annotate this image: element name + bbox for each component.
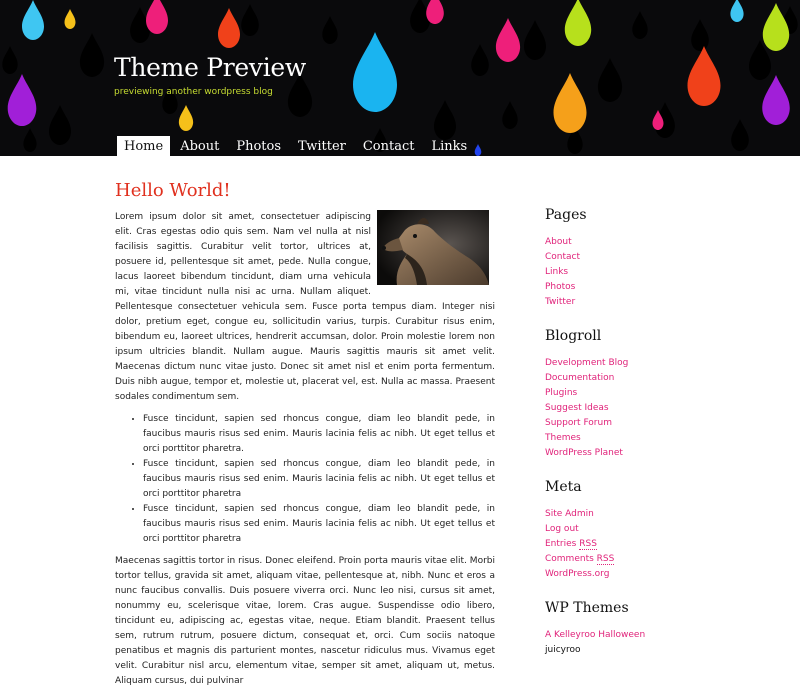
sidebar-link-contact[interactable]: Contact bbox=[545, 252, 581, 262]
blogroll-link[interactable]: Plugins bbox=[545, 388, 578, 398]
comments-label: Comments bbox=[545, 554, 594, 564]
list-item: • Fusce tincidunt, sapien sed rhoncus congue, diam leo blandit pede, in faucibus mauris risus sed enim. Mauris lacinia felis ac nibh. Ut eget tellus et orci porttitor pharetra bbox=[143, 457, 495, 502]
pages-widget bbox=[545, 207, 745, 310]
blogroll-link[interactable]: Suggest Ideas bbox=[545, 403, 609, 413]
nav-home[interactable]: Home bbox=[117, 136, 170, 156]
blogroll-link[interactable]: Documentation bbox=[545, 373, 615, 383]
post-paragraph-1: Lorem ipsum dolor sit amet, consectetuer adipiscing elit. Cras egestas odio quis sem. Nam vel nulla at nisl facilisis sagittis. Curabitur velit tortor, ultrices at, posuere id, pellentesque sit amet, pede. Nulla congue, lacus laoreet bibendum tincidunt, diam urna vehicula mi, vitae tincidunt nulla nisi ac urna. Nullam aliquet. Pellentesque consectetuer vehicula sem. Fusce porta tempus diam. Integer nisi dolor, pretium eget, congue eu, sollicitudin varius, turpis. Curabitur risus enim, bibendum eu, laoreet ultrices, hendrerit accumsan, dolor. Proin molestie lorem non ipsum ultricies blandit. Nullam augue. Mauris sagittis mauris sit amet velit. Maecenas dictum nunc vitae justo. Donec sit amet nisl et enim porta fermentum. Duis nibh augue, tempor et, molestie ut, placerat vel, est. Nulla ac massa. Praesent sodales condimentum sem. bbox=[115, 212, 495, 402]
logout-link[interactable]: Log out bbox=[545, 524, 579, 534]
widget-title: Pages bbox=[545, 207, 587, 223]
sidebar-link-links[interactable]: Links bbox=[545, 267, 569, 277]
list-item: • Fusce tincidunt, sapien sed rhoncus congue, diam leo blandit pede, in faucibus mauris risus sed enim. Mauris lacinia felis ac nibh. Ut eget tellus et orci porttitor pharetra. bbox=[143, 412, 495, 457]
rss-abbr: RSS bbox=[579, 539, 597, 549]
blogroll-link[interactable]: Development Blog bbox=[545, 358, 629, 368]
widget-title: Meta bbox=[545, 479, 582, 495]
theme-author: juicyroo bbox=[545, 645, 581, 655]
nav-contact[interactable]: Contact bbox=[362, 139, 415, 154]
sidebar-link-about[interactable]: About bbox=[545, 237, 572, 247]
post-title[interactable]: Hello World! bbox=[115, 180, 231, 201]
theme-link[interactable]: A Kelleyroo Halloween bbox=[545, 630, 646, 640]
nav-photos[interactable]: Photos bbox=[236, 139, 281, 154]
blogroll-widget bbox=[545, 328, 745, 461]
main-navigation bbox=[117, 136, 477, 156]
nav-about[interactable]: About bbox=[180, 139, 220, 154]
post-content bbox=[115, 180, 495, 696]
rss-abbr: RSS bbox=[596, 554, 615, 564]
sidebar-link-twitter[interactable]: Twitter bbox=[545, 297, 576, 307]
wordpress-org-link[interactable]: WordPress.org bbox=[545, 569, 610, 579]
list-item: • Fusce tincidunt, sapien sed rhoncus congue, diam leo blandit pede, in faucibus mauris risus sed enim. Mauris lacinia felis ac nibh. Ut eget tellus et orci porttitor pharetra bbox=[143, 502, 495, 547]
blogroll-link[interactable]: WordPress Planet bbox=[545, 448, 623, 458]
nav-links[interactable]: Links bbox=[431, 139, 468, 154]
site-header bbox=[0, 0, 800, 156]
entries-rss-link[interactable] bbox=[545, 539, 597, 550]
meta-widget bbox=[545, 479, 745, 582]
blogroll-link[interactable]: Support Forum bbox=[545, 418, 612, 428]
site-title[interactable]: Theme Preview bbox=[114, 53, 306, 82]
sidebar-link-photos[interactable]: Photos bbox=[545, 282, 576, 292]
post-bullet-list bbox=[115, 412, 495, 547]
nav-twitter[interactable]: Twitter bbox=[298, 139, 346, 154]
site-tagline: previewing another wordpress blog bbox=[114, 87, 273, 97]
entries-label: Entries bbox=[545, 539, 577, 549]
blogroll-link[interactable]: Themes bbox=[545, 433, 581, 443]
widget-title: WP Themes bbox=[545, 600, 629, 616]
wp-themes-widget bbox=[545, 600, 745, 658]
comments-rss-link[interactable] bbox=[545, 554, 614, 565]
post-paragraph-2: Maecenas sagittis tortor in risus. Donec eleifend. Proin porta mauris vitae elit. Morbi tortor tellus, gravida sit amet, aliquam vitae, pellentesque at, nibh. Nunc et eros a nunc faucibus convallis. Duis posuere viverra orci. Nunc leo nisi, cursus sit amet, nonummy eu, scelerisque vitae, lorem. Cras augue. Suspendisse odio libero, tincidunt eu, adipiscing ac, egestas vitae, neque. Etiam blandit. Praesent tellus sem, rutrum rutrum, posuere dictum, consequat et, orci. Cum sociis natoque penatibus et magnis dis parturient montes, nascetur ridiculus mus. Vivamus eget velit. Curabitur nisl arcu, elementum vitae, semper sit amet, aliquam ut, metus. Aliquam cursus, dui pulvinar bbox=[115, 556, 495, 686]
sidebar bbox=[545, 207, 745, 676]
site-admin-link[interactable]: Site Admin bbox=[545, 509, 594, 519]
widget-title: Blogroll bbox=[545, 328, 602, 344]
dog-photo[interactable] bbox=[377, 210, 489, 285]
